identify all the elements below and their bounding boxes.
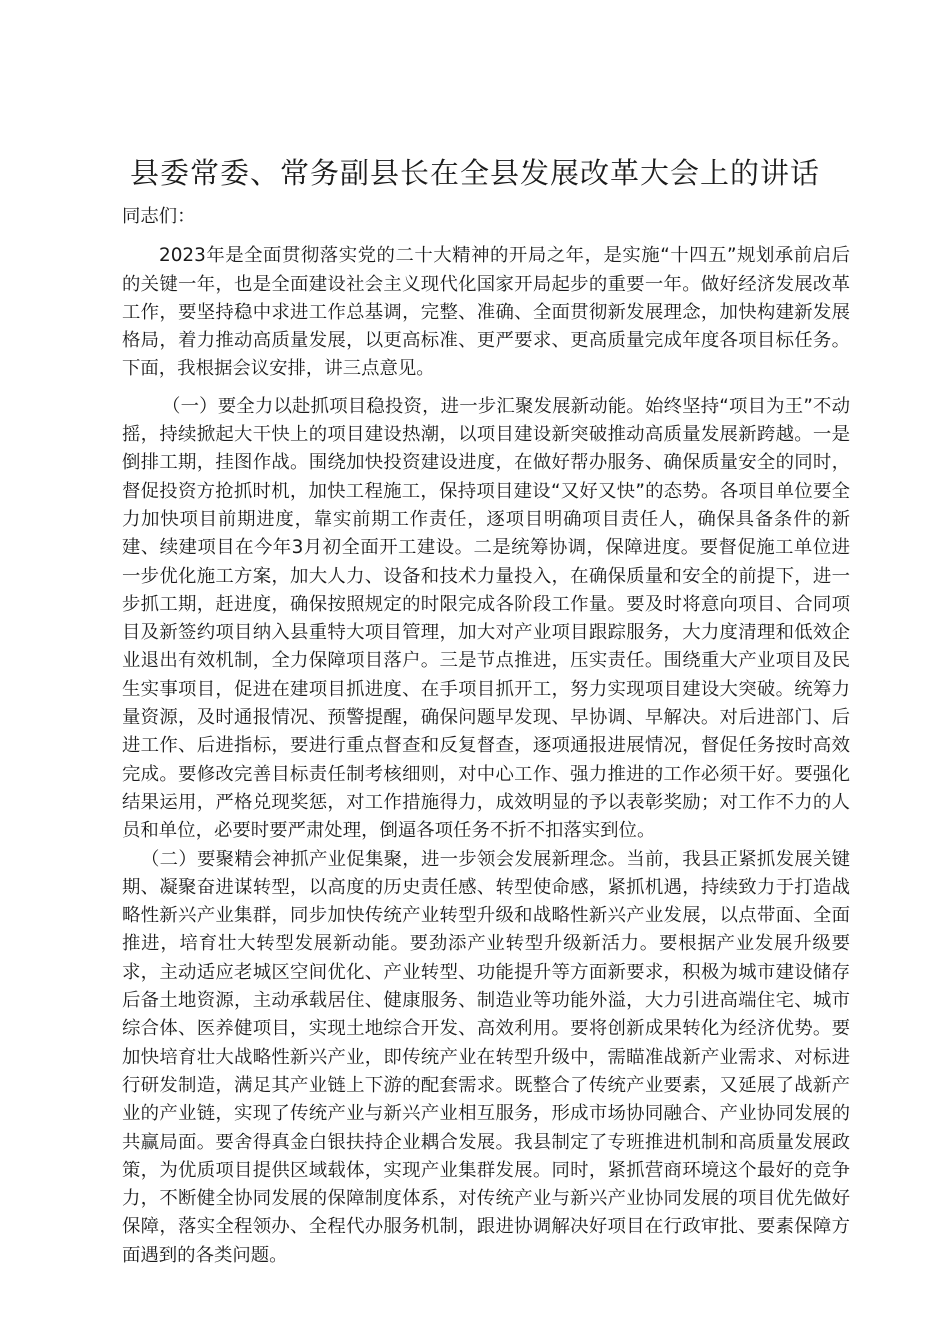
- paragraph-section-one: （一）要全力以赴抓项目稳投资，进一步汇聚发展新动能。始终坚持“项目为王”不动摇，持续掀起大干快上的项目建设热潮，以项目建设新突破推动高质量发展新跨越。一是倒排工期，挂图作战。围绕加快投资建设进度，在做好帮办服务、确保质量安全的同时，督促投资方抢抓时机，加快工程施工，保持项目建设“又好又快”的态势。各项目单位要全力加快项目前期进度，靠实前期工作责任，逐项目明确项目责任人，确保具备条件的新建、续建项目在今年3月初全面开工建设。二是统筹协调，保障进度。要督促施工单位进一步优化施工方案，加大人力、设备和技术力量投入，在确保质量和安全的前提下，进一步抓工期，赶进度，确保按照规定的时限完成各阶段工作量。要及时将意向项目、合同项目及新签约项目纳入县重特大项目管理，加大对产业项目跟踪服务，大力度清理和低效企业退出有效机制，全力保障项目落户。三是节点推进，压实责任。围绕重大产业项目及民生实事项目，促进在建项目抓进度、在手项目抓开工，努力实现项目建设大突破。统筹力量资源，及时通报情况、预警提醒，确保问题早发现、早协调、早解决。对后进部门、后进工作、后进指标，要进行重点督查和反复督查，逐项通报进展情况，督促任务按时高效完成。要修改完善目标责任制考核细则，对中心工作、强力推进的工作必须干好。要强化结果运用，严格兑现奖惩，对工作措施得力，成效明显的予以表彰奖励；对工作不力的人员和单位，必要时要严肃处理，倒逼各项任务不折不扣落实到位。: [122, 395, 850, 842]
- salutation: 同志们：: [122, 206, 196, 227]
- paragraph-section-two: （二）要聚精会神抓产业促集聚，进一步领会发展新理念。当前，我县正紧抓发展关键期、凝聚奋进谋转型，以高度的历史责任感、转型使命感，紧抓机遇，持续致力于打造战略性新兴产业集群，同步加快传统产业转型升级和战略性新兴产业发展，以点带面、全面推进，培育壮大转型发展新动能。要劲添产业转型升级新活力。要根据产业发展升级要求，主动适应老城区空间优化、产业转型、功能提升等方面新要求，积极为城市建设储存后备土地资源，主动承载居住、健康服务、制造业等功能外溢，大力引进高端住宅、城市综合体、医养健项目，实现土地综合开发、高效利用。要将创新成果转化为经济优势。要加快培育壮大战略性新兴产业，即传统产业在转型升级中，需瞄准战新产业需求、对标进行研发制造，满足其产业链上下游的配套需求。既整合了传统产业要素，又延展了战新产业的产业链，实现了传统产业与新兴产业相互服务，形成市场协同融合、产业协同发展的共赢局面。要舍得真金白银扶持企业耦合发展。我县制定了专班推进机制和高质量发展政策，为优质项目提供区域载体，实现产业集群发展。同时，紧抓营商环境这个最好的竞争力，不断健全协同发展的保障制度体系，对传统产业与新兴产业协同发展的项目优先做好保障，落实全程领办、全程代办服务机制，跟进协调解决好项目在行政审批、要素保障方面遇到的各类问题。: [122, 848, 850, 1266]
- paragraph-intro: 2023年是全面贯彻落实党的二十大精神的开局之年，是实施“十四五”规划承前启后的关键一年，也是全面建设社会主义现代化国家开局起步的重要一年。做好经济发展改革工作，要坚持稳中求进工作总基调，完整、准确、全面贯彻新发展理念，加快构建新发展格局，着力推动高质量发展，以更高标准、更严要求、更高质量完成年度各项目标任务。下面，我根据会议安排，讲三点意见。: [122, 245, 850, 380]
- document-title: 县委常委、常务副县长在全县发展改革大会上的讲话: [129, 156, 820, 190]
- document-body: [122, 203, 850, 1270]
